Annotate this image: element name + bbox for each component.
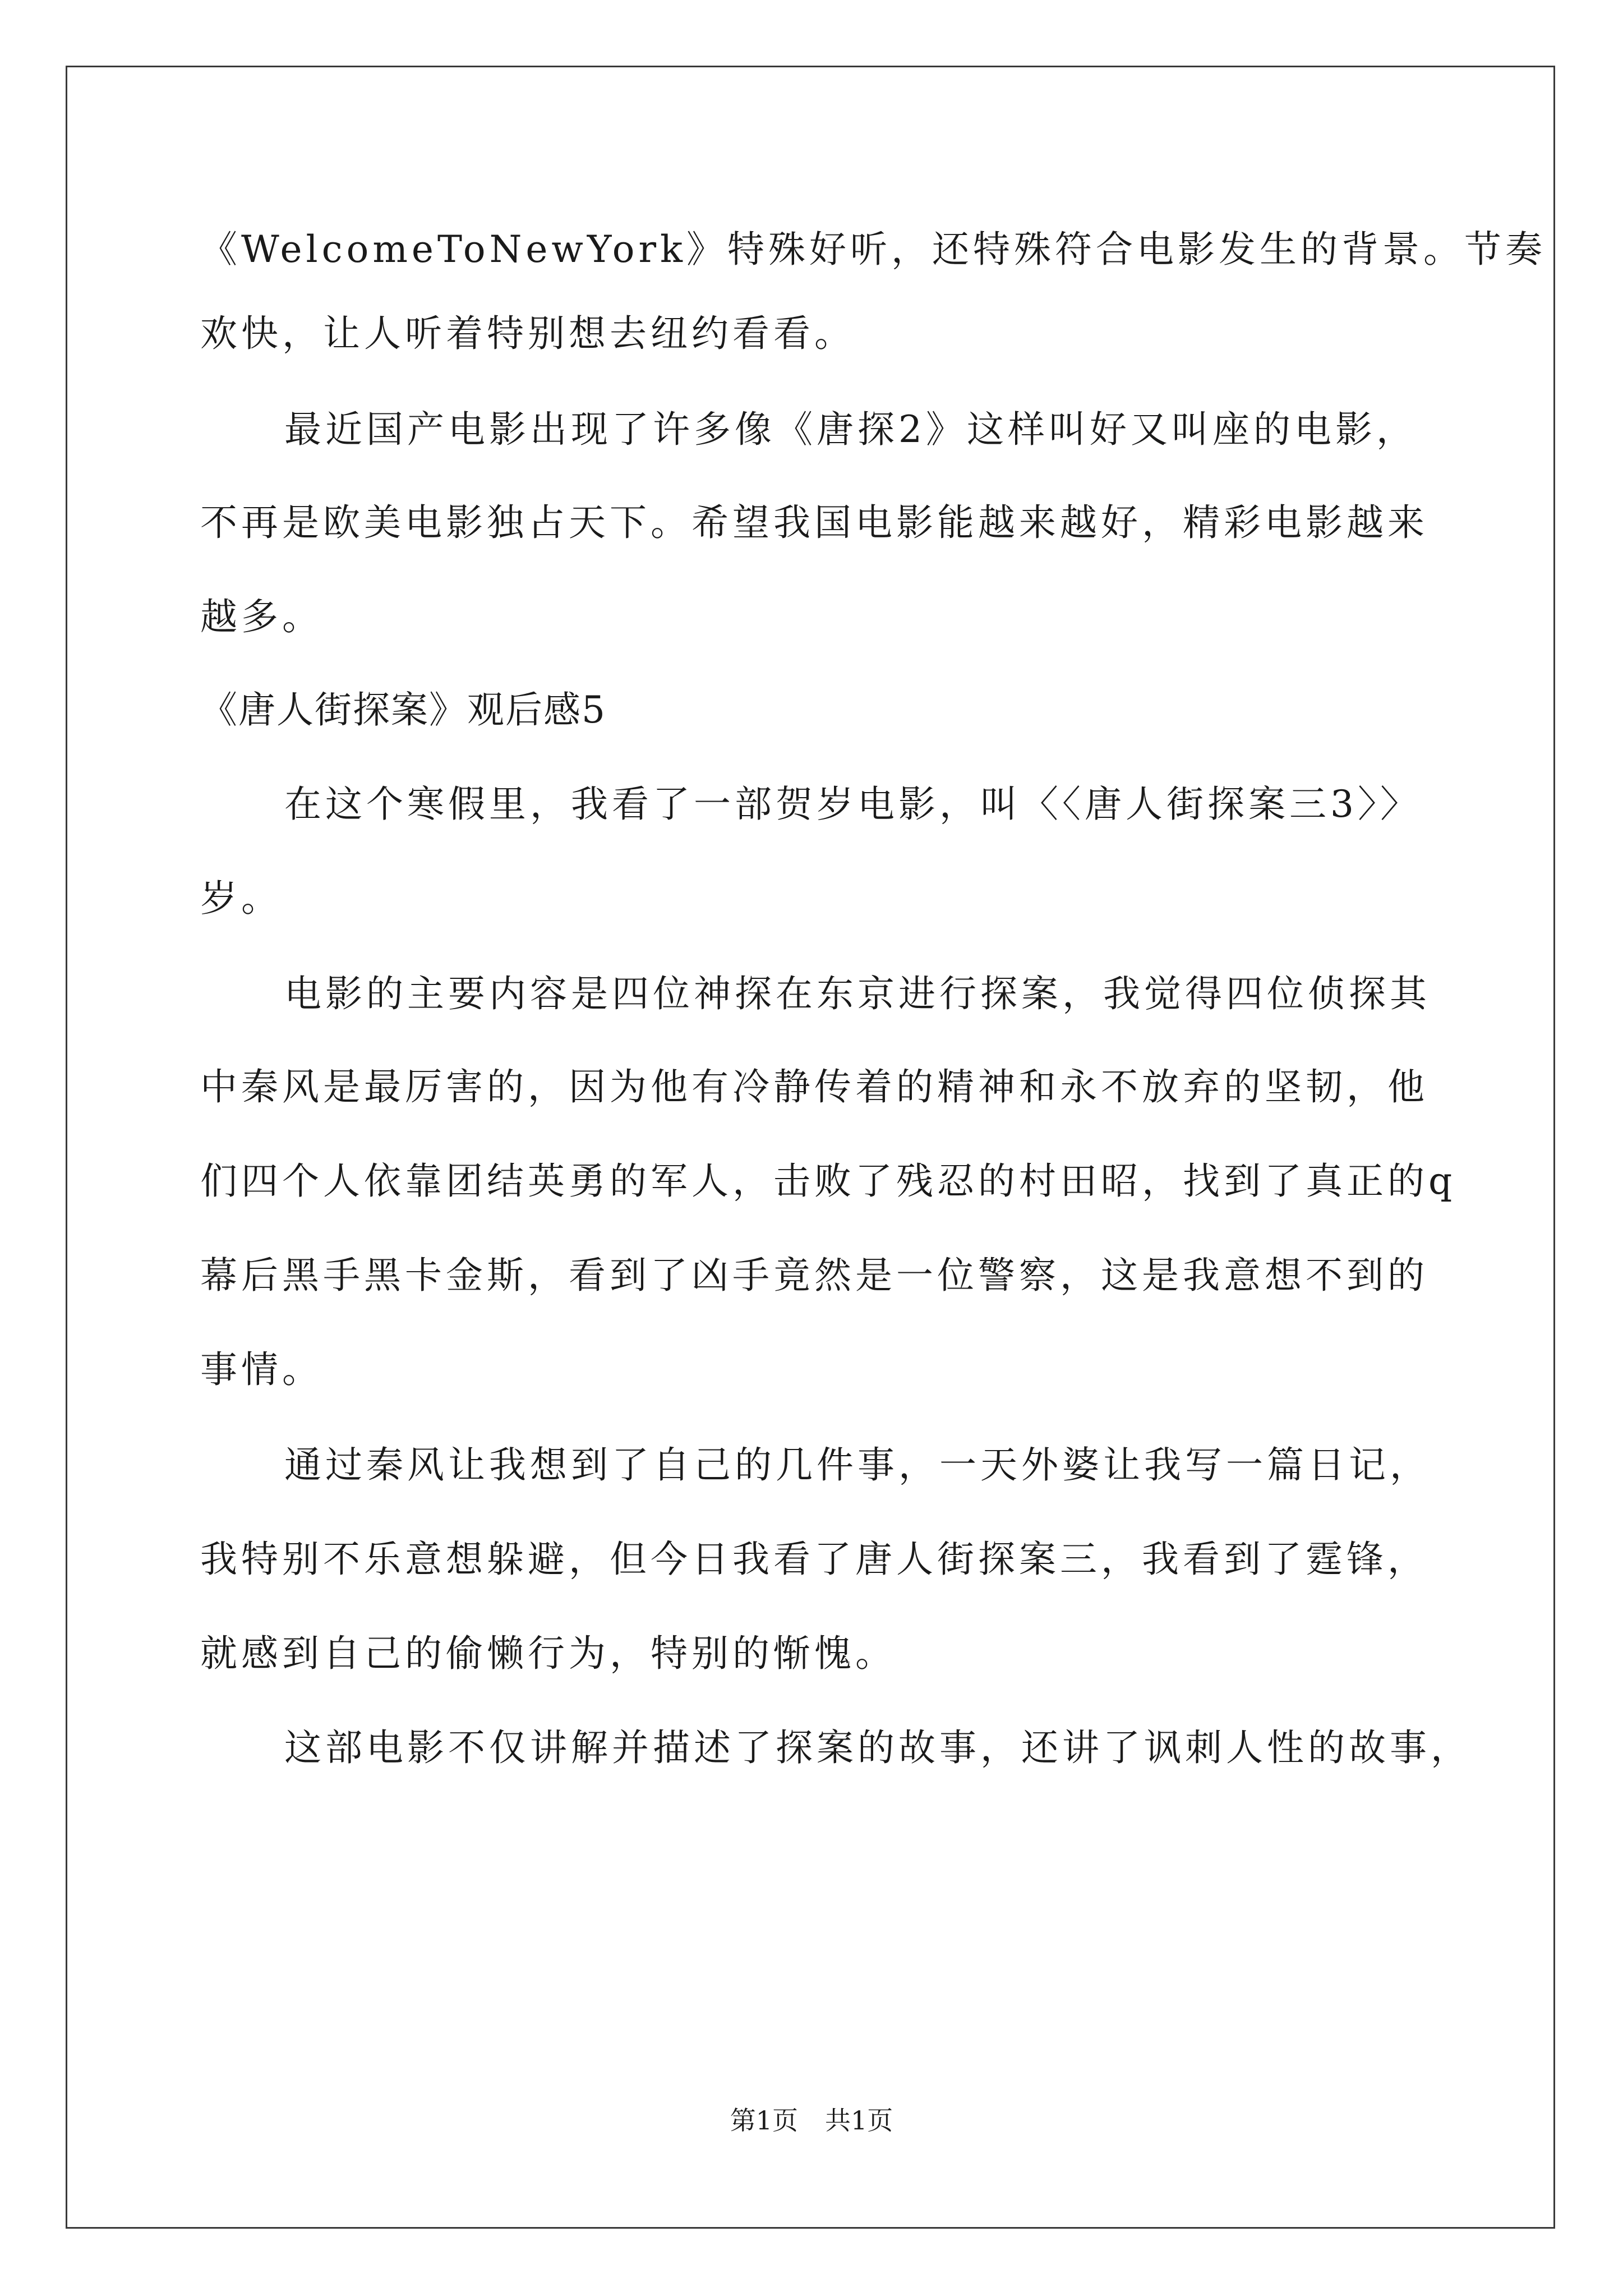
- paragraph-line: 中秦风是最厉害的，因为他有冷静传着的精神和永不放弃的坚韧，他: [200, 1065, 1428, 1108]
- paragraph-line: 《WelcomeToNewYork》特殊好听，还特殊符合电影发生的背景。节奏: [200, 228, 1547, 271]
- paragraph-line: 最近国产电影出现了许多像《唐探2》这样叫好又叫座的电影，: [284, 408, 1417, 451]
- paragraph-line: 越多。: [200, 595, 323, 638]
- paragraph-line: 岁。: [200, 877, 282, 920]
- paragraph-line: 幕后黑手黑卡金斯，看到了凶手竟然是一位警察，这是我意想不到的: [200, 1254, 1428, 1297]
- paragraph-line: 们四个人依靠团结英勇的军人，击败了残忍的村田昭，找到了真正的q: [200, 1159, 1456, 1203]
- page-footer: [0, 2105, 1623, 2136]
- paragraph-line: 这部电影不仅讲解并描述了探案的故事，还讲了讽刺人性的故事，: [284, 1726, 1472, 1769]
- paragraph-line: 事情。: [200, 1348, 323, 1391]
- paragraph-line: 在这个寒假里，我看了一部贺岁电影，叫〈〈唐人街探案三3〉〉: [284, 783, 1421, 826]
- paragraph-line: 我特别不乐意想躲避，但今日我看了唐人街探案三，我看到了霆锋，: [200, 1538, 1428, 1581]
- paragraph-line: 不再是欧美电影独占天下。希望我国电影能越来越好，精彩电影越来: [200, 501, 1428, 544]
- page-total: 共1页: [825, 2105, 893, 2136]
- page-border: [66, 66, 1555, 2229]
- paragraph-line: 欢快，让人听着特别想去纽约看看。: [200, 312, 855, 355]
- paragraph-line: 电影的主要内容是四位神探在东京进行探案，我觉得四位侦探其: [284, 972, 1431, 1015]
- paragraph-line: 通过秦风让我想到了自己的几件事，一天外婆让我写一篇日记，: [284, 1443, 1431, 1487]
- section-heading: 《唐人街探案》观后感5: [200, 688, 606, 731]
- page-number: 第1页: [730, 2105, 798, 2136]
- paragraph-line: 就感到自己的偷懒行为，特别的惭愧。: [200, 1632, 896, 1675]
